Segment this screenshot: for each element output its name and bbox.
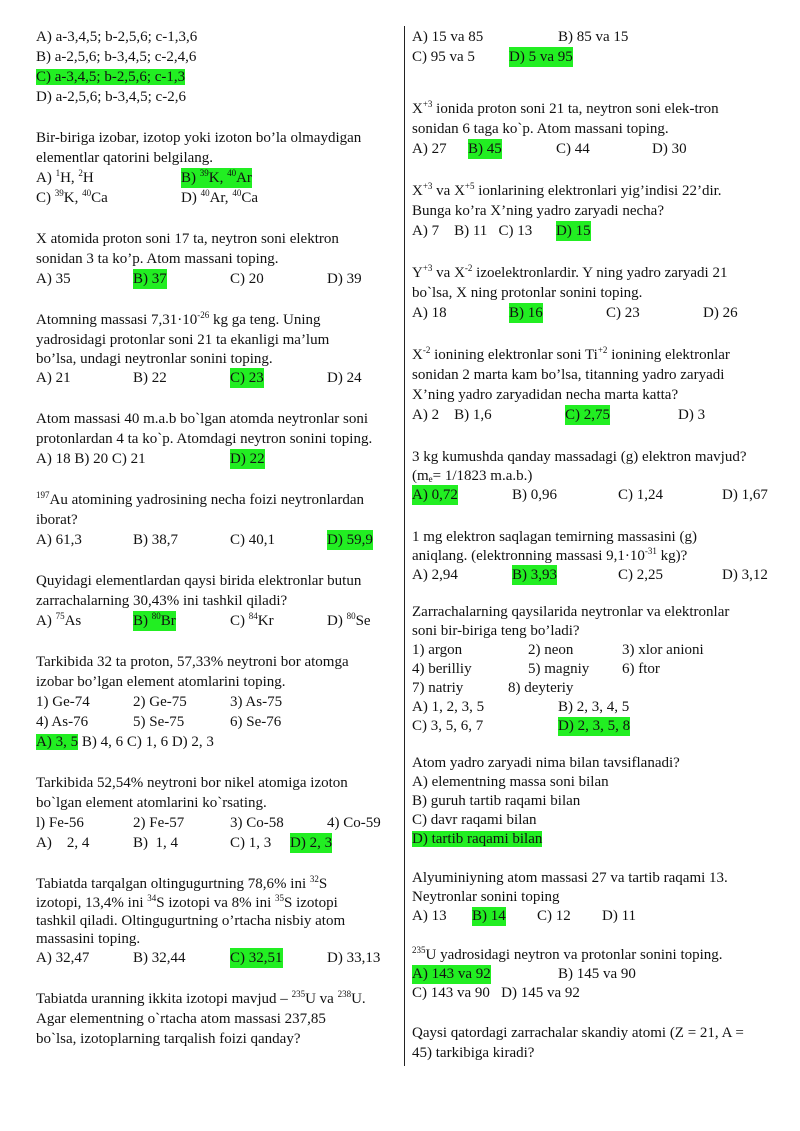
choice-4: 4) As-76 (36, 714, 89, 730)
correct-answer: D) 15 (556, 223, 591, 239)
option-b: B) 0,96 (512, 487, 557, 503)
options-row (412, 303, 782, 323)
options-row (412, 965, 782, 984)
choice-5: 5) Se-75 (133, 714, 185, 730)
correct-answer: D) 22 (230, 451, 265, 467)
option-c: C) 12 (537, 908, 571, 924)
choice-2: 2) neon (528, 642, 574, 658)
choice-1: 1) Ge-74 (36, 694, 90, 710)
choices-row (36, 692, 396, 712)
choice-6: 6) ftor (622, 661, 660, 677)
choice-4: 4) Co-59 (327, 815, 381, 831)
question-mass-40 (36, 409, 396, 469)
question-u235 (412, 946, 782, 1003)
question-x-ions (412, 181, 782, 241)
correct-answer: A) 3, 5 (36, 734, 79, 750)
question-nickel (36, 773, 396, 853)
question-proton-32 (36, 652, 396, 752)
question-text: izotopi, 13,4% ini $^{34}$S izotopi va 8% ini $^{35}$S izotopi (36, 893, 338, 911)
option-c: C) 40,1 (230, 532, 275, 548)
question-text: yadrosidagi protonlar soni 21 ta ekanligi ma’lum (36, 332, 330, 348)
option-d: D) $^{80}$Se (327, 611, 371, 629)
question-text: Tabiatda tarqalgan oltingugurtning 78,6% ini $^{32}$S (36, 874, 328, 892)
right-column (412, 27, 782, 1063)
option-a: A) 27 (412, 141, 447, 157)
question-gold (36, 490, 396, 550)
options-row (412, 47, 782, 67)
correct-answer: A) 0,72 (412, 487, 458, 503)
question-text: 3 kg kumushda qanday massadagi (g) elektron mavjud? (412, 449, 747, 465)
options-row (412, 907, 782, 926)
options-abc: A) 18 B) 20 C) 21 (36, 451, 146, 467)
option-d: D) 3,12 (722, 567, 768, 583)
question-text: Atomning massasi $7,31\cdot 10^{-26}$ kg ga teng. Uning (36, 310, 321, 328)
question-text: massasini toping. (36, 931, 141, 947)
question-scandium (412, 1023, 782, 1063)
option-d: D) 3 (678, 407, 706, 423)
correct-answer: C) 2,75 (565, 407, 610, 423)
option-c: C) $^{84}$Kr (230, 611, 274, 629)
question-text: Atom yadro zaryadi nima bilan tavsiflanadi? (412, 755, 680, 771)
choice-1: l) Fe-56 (36, 815, 84, 831)
choice-3: 3) Co-58 (230, 815, 284, 831)
correct-answer: D) 2, 3, 5, 8 (558, 718, 631, 734)
question-text: $^{197}$Au atomining yadrosining necha foizi neytronlardan (36, 490, 364, 508)
options-row (36, 449, 396, 469)
option-a: A) 18 (412, 305, 447, 321)
question-text: $X^{-2}$ ionining elektronlar soni $Ti^{+2}$ ionining elektronlar (412, 345, 730, 363)
question-text: Zarrachalarning qaysilarida neytronlar va elektronlar (412, 604, 730, 620)
correct-answer: C) 32,51 (230, 950, 283, 966)
choices-row (36, 712, 396, 732)
option-a: A) a-3,4,5; b-2,5,6; c-1,3,6 (36, 29, 198, 45)
question-text: $X^{+3}$ va $X^{+5}$ ionlarining elektronlari yig’indisi 22’dir. (412, 181, 722, 199)
option-a: A) 35 (36, 271, 71, 287)
option-c: C) 23 (606, 305, 640, 321)
option-b: B) 32,44 (133, 950, 186, 966)
option-a: A) 2,94 (412, 567, 458, 583)
choices-row (412, 641, 782, 660)
question-silver (412, 447, 782, 505)
question-text: Alyuminiyning atom massasi 27 va tartib raqami 13. (412, 870, 728, 886)
choice-5: 5) magniy (528, 661, 590, 677)
option-d: D) 30 (652, 141, 687, 157)
choice-8: 8) deyteriy (508, 680, 574, 696)
correct-answer: B) $^{80}$Br (133, 611, 176, 629)
options-row (412, 139, 782, 159)
correct-answer: C) a-3,4,5; b-2,5,6; c-1,3 (36, 69, 186, 85)
question-text: bo`lsa, X ning protonlar sonini toping. (412, 285, 643, 301)
choice-1: 1) argon (412, 642, 463, 658)
options-row (412, 698, 782, 717)
question-text: Tarkibida 52,54% neytroni bor nikel atomiga izoton (36, 775, 348, 791)
question-text: $Y^{+3}$ va $X^{-2}$ izoelektronlardir. Y ning yadro zaryadi 21 (412, 263, 728, 281)
question-text: tashkil qiladi. Oltingugurtning o’rtacha nisbiy atom (36, 913, 346, 929)
options-row: C) 143 va 90 D) 145 va 92 (412, 985, 580, 1001)
question-text: zarrachalarning 30,43% ini tashkil qiladi? (36, 593, 288, 609)
option-d: D) 33,13 (327, 950, 381, 966)
column-divider (404, 26, 405, 1066)
correct-answer: A) 143 va 92 (412, 966, 491, 982)
question-text: protonlardan 4 ta ko`p. Atomdagi neytron sonini toping. (36, 431, 373, 447)
question-text: Tabiatda uranning ikkita izotopi mavjud – $^{235}$U va $^{238}$U. (36, 989, 366, 1007)
options-row (412, 717, 782, 736)
question-text: bo’lsa, undagi neytronlar sonini toping. (36, 351, 273, 367)
option-a: A) 15 va 85 (412, 29, 484, 45)
option-b: B) 22 (133, 370, 167, 386)
question-titanium (412, 345, 782, 425)
question-text: Qaysi qatordagi zarrachalar skandiy atomi (Z = 21, A = (412, 1025, 744, 1041)
question-text: Bir-biriga izobar, izotop yoki izoton bo’la olmaydigan (36, 130, 362, 146)
correct-answer: B) 3,93 (512, 567, 557, 583)
option-d: D) $^{40}$Ar, $^{40}$Ca (181, 188, 258, 206)
question-x17 (36, 229, 396, 289)
option-a: A) 61,3 (36, 532, 82, 548)
option-c: C) 2,25 (618, 567, 663, 583)
question-text: Neytronlar sonini toping (412, 889, 560, 905)
option-a: A) 1, 2, 3, 5 (412, 699, 485, 715)
question-y-isoelectronic (412, 263, 782, 323)
option-d: D) 26 (703, 305, 738, 321)
question-aluminium (412, 869, 782, 926)
option-b: B) 145 va 90 (558, 966, 636, 982)
question-text: 1 mg elektron saqlagan temirning massasini (g) (412, 529, 697, 545)
options-row (36, 168, 396, 188)
option-b: B) 85 va 15 (558, 29, 629, 45)
question-text: aniqlang. (elektronning massasi $9,1\cdot 10^{-31}$ kg)? (412, 546, 688, 564)
option-c: C) 3, 5, 6, 7 (412, 718, 484, 734)
options-row (36, 948, 396, 968)
correct-answer: D) 5 va 95 (509, 49, 573, 65)
question-text: $X^{+3}$ ionida proton soni 21 ta, neytron soni elek-tron (412, 99, 719, 117)
question-text: Atom massasi 40 m.a.b bo`lgan atomda neytronlar soni (36, 411, 369, 427)
question-text: bo`lsa, izotoplarning tarqalish foizi qanday? (36, 1031, 301, 1047)
choice-7: 7) natriy (412, 680, 464, 696)
question-atom-mass (36, 310, 396, 388)
options-row (412, 405, 782, 425)
correct-answer: B) $^{39}$K, $^{40}$Ar (181, 168, 252, 186)
question-text: iborat? (36, 512, 78, 528)
other-options: B) 4, 6 C) 1, 6 D) 2, 3 (78, 734, 214, 750)
options-row (36, 368, 396, 388)
option-a: A) $^{75}$As (36, 611, 82, 629)
option-c: C) 1, 3 (230, 835, 272, 851)
correct-answer: B) 16 (509, 305, 543, 321)
choice-3: 3) xlor anioni (622, 642, 704, 658)
choice-3: 3) As-75 (230, 694, 283, 710)
correct-answer: D) 2, 3 (290, 835, 333, 851)
question-text: sonidan 6 taga ko`p. Atom massani toping. (412, 121, 669, 137)
option-a: A) 21 (36, 370, 71, 386)
correct-answer: B) 14 (472, 908, 506, 924)
option-a: A) $^1$H, $^2$H (36, 168, 94, 186)
option-a: A) elementning massa soni bilan (412, 774, 609, 790)
option-c: C) 44 (556, 141, 590, 157)
option-b: B) 38,7 (133, 532, 178, 548)
options-row (36, 611, 396, 631)
question-isobar (36, 128, 396, 208)
option-c (36, 67, 396, 87)
question-text: bo`lgan element atomlarini ko`rsating. (36, 795, 267, 811)
option-d (412, 830, 782, 849)
options-row (412, 565, 782, 585)
option-c: C) davr raqami bilan (412, 812, 537, 828)
option-c: C) 95 va 5 (412, 49, 475, 65)
correct-answer: B) 37 (133, 271, 167, 287)
question-text: X’ning yadro zaryadidan necha marta katta? (412, 387, 679, 403)
options-row (36, 732, 396, 752)
choices-row (412, 679, 782, 698)
options-row (412, 221, 782, 241)
question-electron-30 (36, 571, 396, 631)
choice-2: 2) Ge-75 (133, 694, 187, 710)
option-c: C) $^{39}$K, $^{40}$Ca (36, 188, 108, 206)
question-sulfur (36, 874, 396, 968)
question-text: soni bir-biriga teng bo’ladi? (412, 623, 580, 639)
option-a: A) 2, 4 (36, 835, 90, 851)
question-x-plus3 (412, 99, 782, 159)
option-b: B) a-2,5,6; b-3,4,5; c-2,4,6 (36, 49, 197, 65)
options-row (412, 27, 782, 47)
option-c: C) 20 (230, 271, 264, 287)
question-text: $^{235}$U yadrosidagi neytron va protonlar sonini toping. (412, 945, 723, 963)
question-block-1 (36, 27, 396, 107)
question-nuclear-charge (412, 754, 782, 849)
option-d: D) 1,67 (722, 487, 768, 503)
options-ab: A) 2 B) 1,6 (412, 407, 492, 423)
choice-4: 4) berilliy (412, 661, 472, 677)
options-row (36, 269, 396, 289)
correct-answer: D) tartib raqami bilan (412, 831, 543, 847)
options-row (36, 833, 396, 853)
option-d: D) 39 (327, 271, 362, 287)
choice-2: 2) Fe-57 (133, 815, 185, 831)
question-text: X atomida proton soni 17 ta, neytron soni elektron (36, 231, 339, 247)
choices-row (412, 660, 782, 679)
option-a: A) 32,47 (36, 950, 90, 966)
options-abc: A) 7 B) 11 C) 13 (412, 223, 533, 239)
option-d: D) 11 (602, 908, 637, 924)
correct-answer: C) 23 (230, 370, 264, 386)
option-b: B) 2, 3, 4, 5 (558, 699, 630, 715)
choice-6: 6) Se-76 (230, 714, 282, 730)
correct-answer: B) 45 (468, 141, 502, 157)
question-equal-particles (412, 603, 782, 736)
option-d: D) a-2,5,6; b-3,4,5; c-2,6 (36, 89, 186, 105)
option-b: B) 1, 4 (133, 835, 178, 851)
uranium-answers (412, 27, 782, 67)
option-a: A) 13 (412, 908, 447, 924)
question-text: sonidan 2 marta kam bo’lsa, titanning yadro zaryadi (412, 367, 725, 383)
question-text: elementlar qatorini belgilang. (36, 150, 214, 166)
options-row (36, 530, 396, 550)
left-column (36, 27, 396, 1049)
choices-row (36, 813, 396, 833)
options-row (412, 485, 782, 505)
question-text: Bunga ko’ra X’ning yadro zaryadi necha? (412, 203, 664, 219)
question-text: Tarkibida 32 ta proton, 57,33% neytroni bor atomga (36, 654, 349, 670)
question-text: Agar elementning o`rtacha atom massasi 237,85 (36, 1011, 326, 1027)
question-text: ($m_e= 1/1823$ m.a.b.) (412, 468, 533, 484)
option-d: D) 24 (327, 370, 362, 386)
option-b: B) guruh tartib raqami bilan (412, 793, 581, 809)
correct-answer: D) 59,9 (327, 532, 373, 548)
question-uranium (36, 989, 396, 1049)
question-text: izobar bo’lgan element atomlarini toping. (36, 674, 286, 690)
question-text: 45) tarkibiga kiradi? (412, 1045, 535, 1061)
question-text: sonidan 3 ta ko’p. Atom massani toping. (36, 251, 279, 267)
question-iron (412, 527, 782, 585)
option-c: C) 1,24 (618, 487, 663, 503)
question-text: Quyidagi elementlardan qaysi birida elektronlar butun (36, 573, 362, 589)
options-row (36, 188, 396, 208)
